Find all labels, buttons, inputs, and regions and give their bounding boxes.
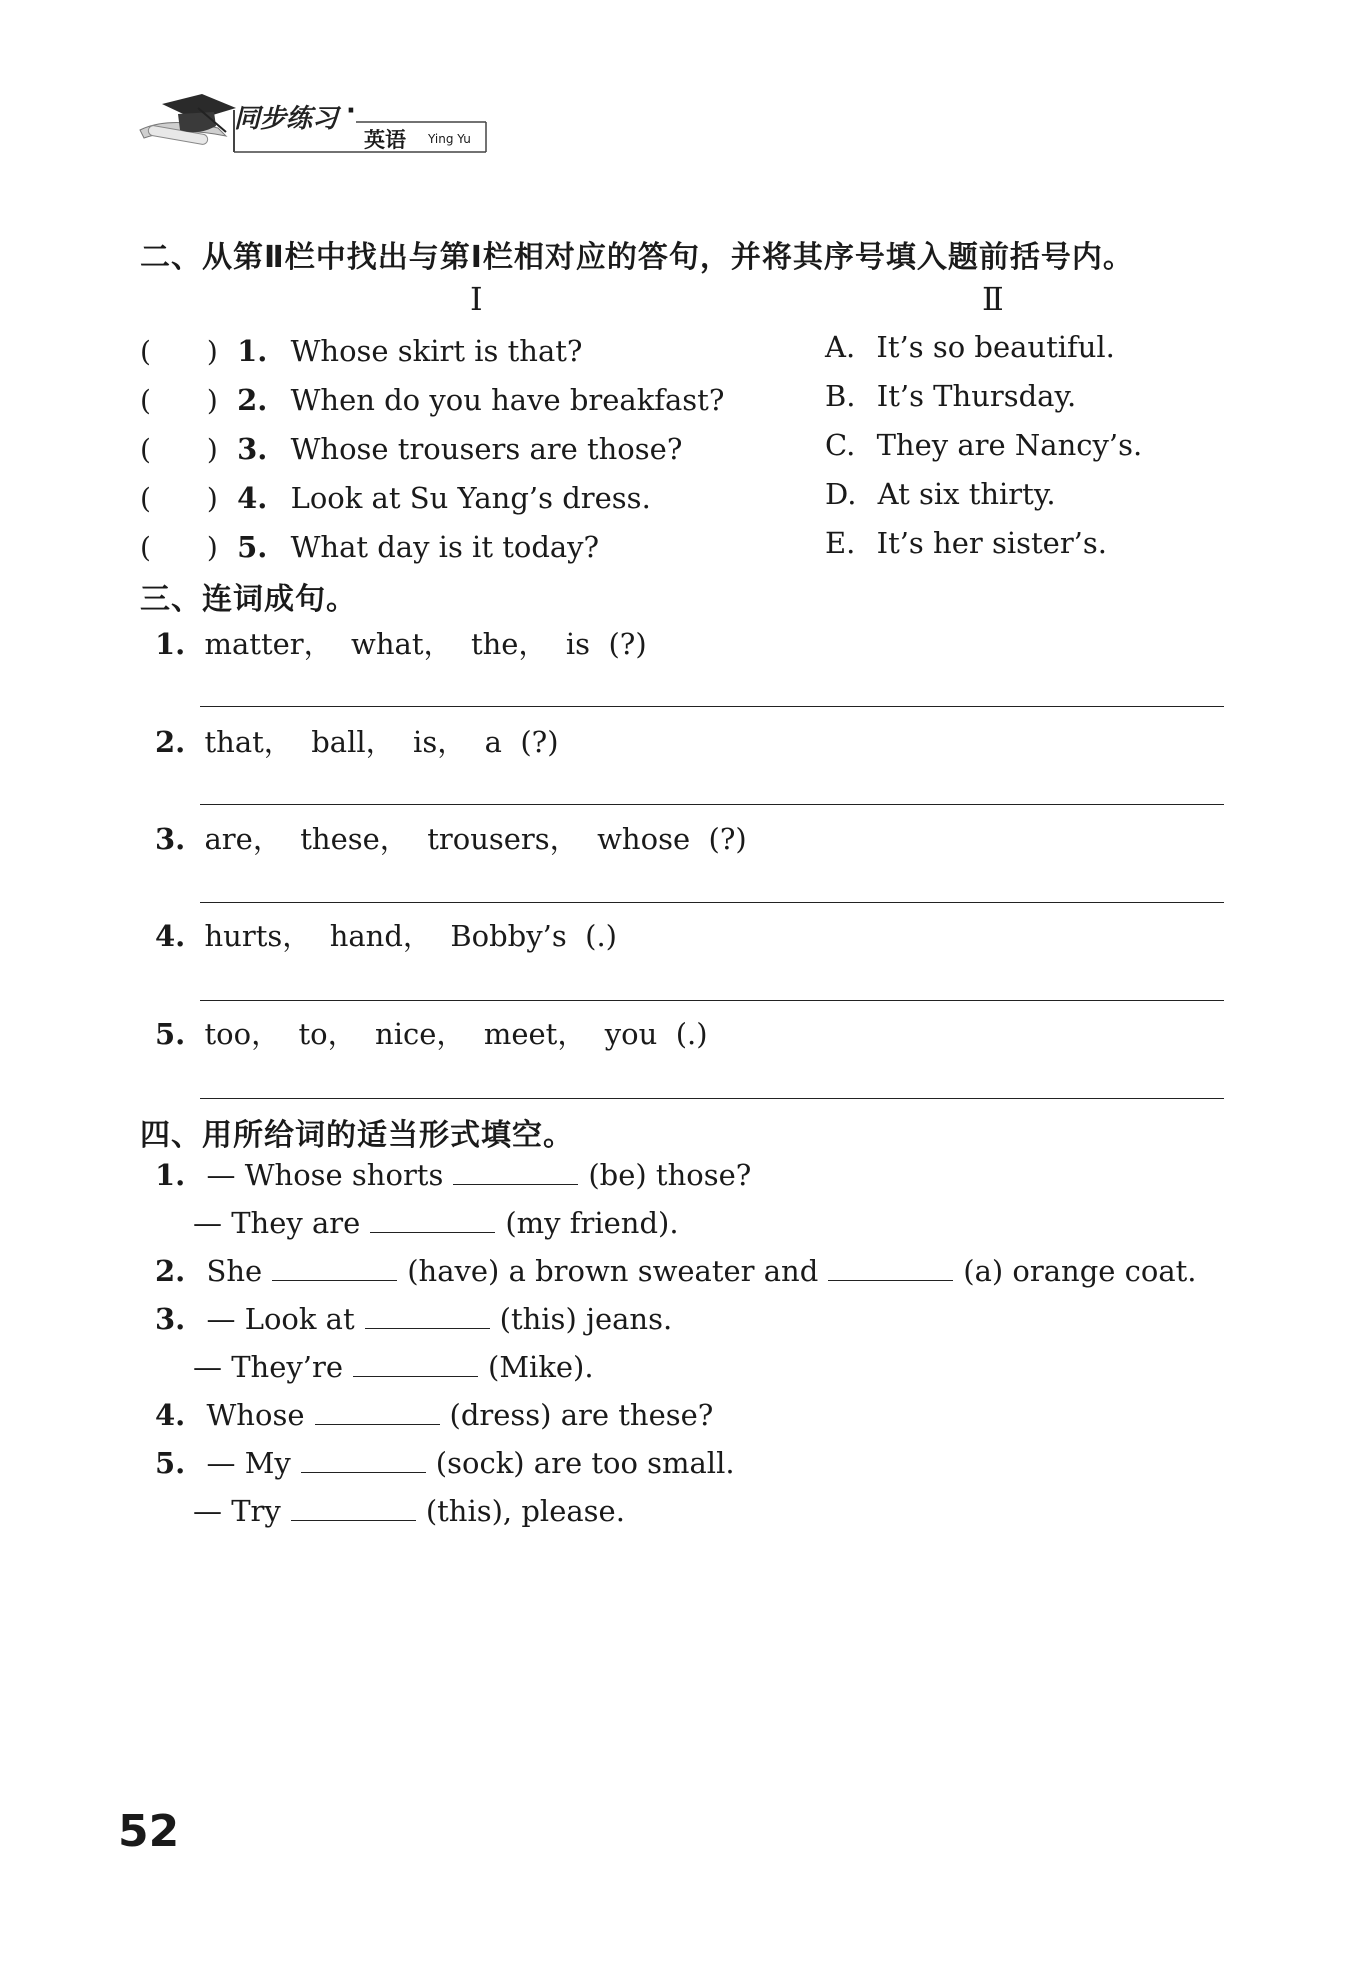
prompt-text: (sock) are too small. <box>435 1446 735 1480</box>
item-number: 5. <box>155 1017 186 1051</box>
fill-blank-line <box>155 1254 1197 1288</box>
question-text: Whose skirt is that? <box>290 334 583 368</box>
subject-label: 英语 <box>364 128 406 152</box>
fill-blank[interactable] <box>353 1354 478 1377</box>
question-text: When do you have breakfast? <box>290 383 725 417</box>
header-dot: · <box>346 96 356 126</box>
answer-option <box>825 330 1115 364</box>
prompt-text: Whose <box>206 1398 305 1432</box>
matching-row <box>140 526 599 566</box>
column-1-heading: Ⅰ <box>470 280 483 318</box>
item-number: 5. <box>155 1446 186 1480</box>
scrambled-words: too， to， nice， meet， you (.) <box>204 1017 708 1051</box>
answer-letter: D. <box>825 477 857 511</box>
answer-option <box>825 379 1076 413</box>
fill-blank-line <box>155 1158 751 1192</box>
fill-blank[interactable] <box>315 1402 440 1425</box>
fill-blank[interactable] <box>291 1498 416 1521</box>
word-order-item <box>155 1012 708 1053</box>
prompt-text: (this), please. <box>425 1494 625 1528</box>
question-text: Look at Su Yang’s dress. <box>290 481 651 515</box>
fill-blank[interactable] <box>828 1258 953 1281</box>
matching-row <box>140 379 724 419</box>
prompt-text: She <box>206 1254 263 1288</box>
answer-line[interactable] <box>200 902 1224 903</box>
answer-line[interactable] <box>200 804 1224 805</box>
fill-blank[interactable] <box>272 1258 397 1281</box>
subject-pinyin: Ying Yu <box>428 132 471 146</box>
answer-letter: C. <box>825 428 856 462</box>
answer-letter: A. <box>825 330 856 364</box>
scrambled-words: that， ball， is， a (?) <box>204 725 559 759</box>
question-number: 2. <box>237 383 268 417</box>
section2-title: 二、从第Ⅱ栏中找出与第Ⅰ栏相对应的答句，并将其序号填入题前括号内。 <box>140 240 1134 275</box>
answer-text: At six thirty. <box>877 477 1056 511</box>
answer-text: They are Nancy’s. <box>876 428 1143 462</box>
question-number: 4. <box>237 481 268 515</box>
question-number: 3. <box>237 432 268 466</box>
prompt-text: (be) those? <box>588 1158 752 1192</box>
answer-bracket[interactable]: ( ) <box>140 482 218 515</box>
word-order-item <box>155 622 647 663</box>
answer-bracket[interactable]: ( ) <box>140 433 218 466</box>
scrambled-words: hurts， hand， Bobby’s (.) <box>204 919 617 953</box>
prompt-text: (have) a brown sweater and <box>407 1254 819 1288</box>
series-title: 同步练习 <box>234 104 339 134</box>
question-text: Whose trousers are those? <box>290 432 683 466</box>
word-order-item <box>155 914 617 955</box>
fill-blank-line <box>155 1398 713 1432</box>
question-text: What day is it today? <box>290 530 600 564</box>
answer-bracket[interactable]: ( ) <box>140 335 218 368</box>
item-number: 1. <box>155 1158 186 1192</box>
item-number: 3. <box>155 822 186 856</box>
answer-option <box>825 526 1107 560</box>
column-2-heading: Ⅱ <box>982 280 1004 318</box>
question-number: 5. <box>237 530 268 564</box>
answer-bracket[interactable]: ( ) <box>140 531 218 564</box>
question-number: 1. <box>237 334 268 368</box>
fill-blank-line <box>193 1350 594 1384</box>
matching-row <box>140 330 582 370</box>
fill-blank-line <box>193 1206 679 1240</box>
answer-line[interactable] <box>200 1000 1224 1001</box>
answer-text: It’s her sister’s. <box>876 526 1107 560</box>
answer-line[interactable] <box>200 706 1224 707</box>
item-number: 1. <box>155 627 186 661</box>
fill-blank[interactable] <box>453 1162 578 1185</box>
fill-blank[interactable] <box>365 1306 490 1329</box>
item-number: 3. <box>155 1302 186 1336</box>
answer-bracket[interactable]: ( ) <box>140 384 218 417</box>
page-number: 52 <box>118 1806 180 1857</box>
prompt-text: — Whose shorts <box>206 1158 444 1192</box>
prompt-text: (this) jeans. <box>499 1302 673 1336</box>
item-number: 4. <box>155 1398 186 1432</box>
answer-option <box>825 477 1056 511</box>
item-number: 4. <box>155 919 186 953</box>
prompt-text: — My <box>206 1446 291 1480</box>
answer-text: It’s so beautiful. <box>876 330 1115 364</box>
scrambled-words: are， these， trousers， whose (?) <box>204 822 747 856</box>
matching-row <box>140 428 682 468</box>
fill-blank-line <box>155 1446 735 1480</box>
item-number: 2. <box>155 1254 186 1288</box>
prompt-text: (a) orange coat. <box>963 1254 1197 1288</box>
word-order-item <box>155 817 747 858</box>
answer-letter: E. <box>825 526 856 560</box>
fill-blank-line <box>155 1302 672 1336</box>
fill-blank[interactable] <box>370 1210 495 1233</box>
book-header <box>138 92 490 164</box>
item-number: 2. <box>155 725 186 759</box>
prompt-text: — Try <box>193 1494 281 1528</box>
fill-blank-line <box>193 1494 625 1528</box>
prompt-text: — Look at <box>206 1302 355 1336</box>
answer-line[interactable] <box>200 1098 1224 1099</box>
fill-blank[interactable] <box>301 1450 426 1473</box>
matching-row <box>140 477 651 517</box>
answer-text: It’s Thursday. <box>876 379 1077 413</box>
prompt-text: (my friend). <box>505 1206 679 1240</box>
scrambled-words: matter， what， the， is (?) <box>204 627 647 661</box>
prompt-text: (dress) are these? <box>449 1398 714 1432</box>
prompt-text: — They are <box>193 1206 361 1240</box>
answer-option <box>825 428 1142 462</box>
prompt-text: (Mike). <box>488 1350 594 1384</box>
word-order-item <box>155 720 559 761</box>
section4-title: 四、用所给词的适当形式填空。 <box>140 1118 574 1153</box>
section3-title: 三、连词成句。 <box>140 582 357 617</box>
answer-letter: B. <box>825 379 856 413</box>
prompt-text: — They’re <box>193 1350 344 1384</box>
